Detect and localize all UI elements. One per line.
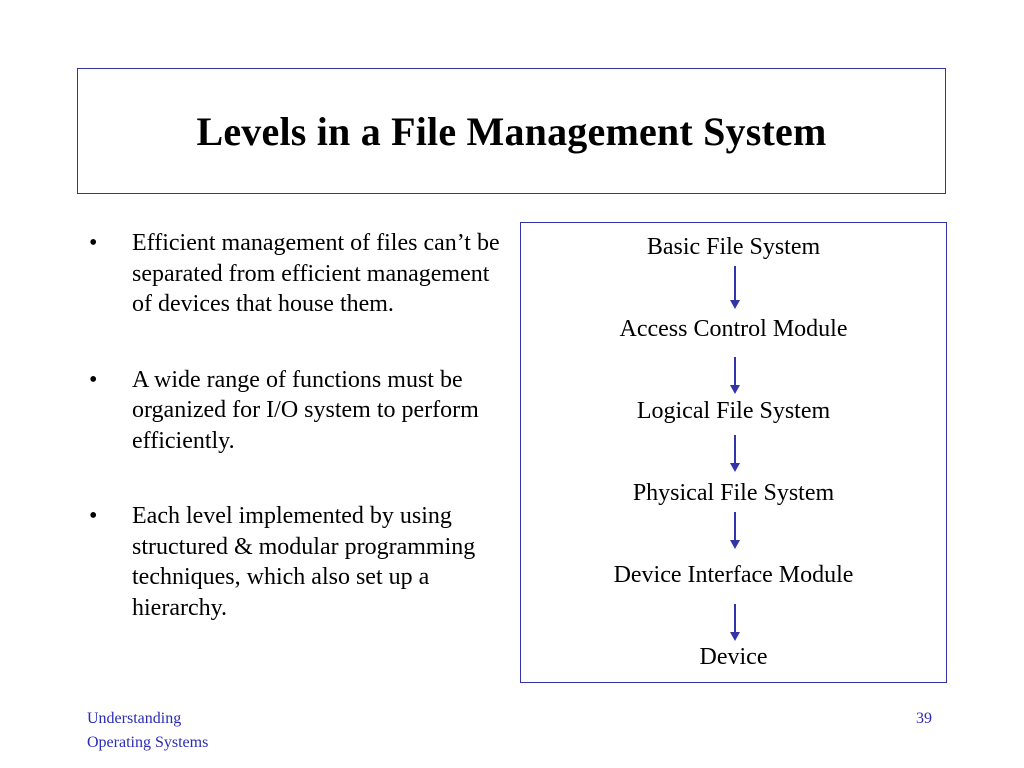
down-arrow-icon	[729, 604, 741, 642]
level-device: Device	[699, 644, 768, 670]
down-arrow-icon	[729, 266, 741, 310]
level-physical-file-system: Physical File System	[632, 480, 835, 506]
level-access-control-module: Access Control Module	[619, 316, 848, 342]
bullet-icon: •	[89, 230, 98, 256]
footer-course-title	[87, 707, 208, 755]
bullet-item	[86, 501, 506, 623]
bullet-item	[86, 228, 506, 320]
down-arrow-icon	[729, 512, 741, 550]
down-arrow-icon	[729, 357, 741, 395]
bullet-text: A wide range of functions must be organized for I/O system to perform efficiently.	[132, 366, 479, 454]
footer-line: Understanding	[87, 710, 182, 727]
title-box	[77, 68, 946, 194]
level-device-interface-module: Device Interface Module	[613, 562, 854, 588]
bullet-icon: •	[89, 503, 98, 529]
page-number: 39	[916, 710, 932, 727]
bullet-text: Efficient management of files can’t be separated from efficient management of devices that house them.	[132, 230, 500, 317]
bullet-text: Each level implemented by using structured & modular programming techniques, which also set up a hierarchy.	[132, 503, 476, 621]
hierarchy-diagram	[520, 222, 947, 683]
down-arrow-icon	[729, 435, 741, 473]
level-logical-file-system: Logical File System	[636, 398, 831, 424]
slide-title: Levels in a File Management System	[196, 108, 827, 154]
level-basic-file-system: Basic File System	[646, 234, 821, 260]
bullet-icon: •	[89, 366, 98, 393]
bullet-list	[86, 228, 506, 668]
footer-line: Operating Systems	[87, 734, 209, 751]
bullet-item	[86, 365, 506, 457]
